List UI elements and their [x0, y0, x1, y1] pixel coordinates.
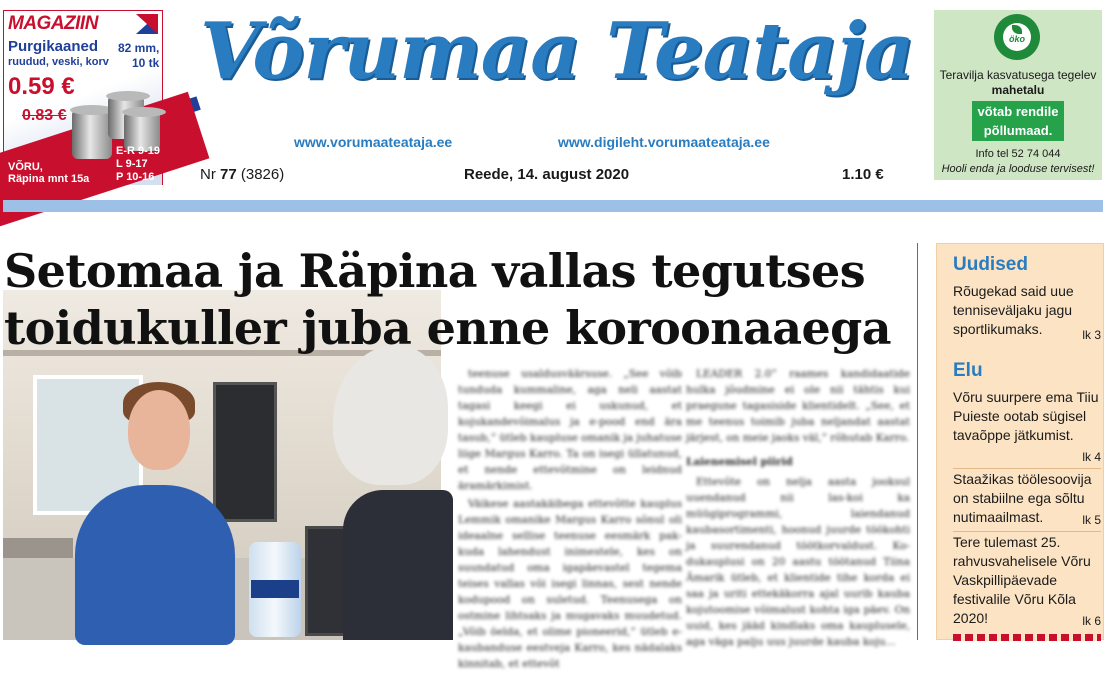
ad-description: ruudud, veski, korv — [8, 56, 109, 68]
section-title-elu: Elu — [953, 360, 983, 381]
sidebar-item[interactable]: Võru suurpere ema Tiiu Puieste ootab sügisel tavaõppe jätkumist. lk 4 — [953, 389, 1101, 464]
issue-number: Nr 77 (3826) — [200, 166, 285, 183]
sidebar-item[interactable]: Rõugekad said uue tenniseväljaku jagu sportlikumaks. lk 3 — [953, 283, 1101, 342]
ad-line-bold: mahetalu — [991, 83, 1045, 97]
website-link[interactable]: www.vorumaateataja.ee — [294, 134, 453, 150]
issue-date: Reede, 14. august 2020 — [464, 166, 630, 183]
newspaper-title: Võrumaa Teataja — [200, 6, 914, 97]
cashier-figure — [75, 485, 235, 645]
sidebar-item[interactable]: Tere tulemast 25. rahvusvahelisele Võru Vaskpillipäevade festivalile Võru Kõla 2020! lk 6 — [953, 534, 1101, 628]
brand-logo-icon — [136, 14, 158, 34]
ad-count: 10 tk — [132, 56, 160, 70]
masthead — [200, 6, 914, 150]
ad-location: VÕRU, Räpina mnt 15a — [8, 161, 90, 185]
contents-sidebar — [936, 243, 1104, 640]
magaziin-ad[interactable] — [3, 10, 163, 185]
ad-highlight: võtab rendile põllumaad. — [972, 101, 1064, 141]
ad-slogan: Hooli enda ja looduse tervisest! — [941, 163, 1095, 175]
ad-brand-name: MAGAZIIN — [8, 13, 98, 34]
page-reference: lk 3 — [1082, 328, 1101, 342]
digital-edition-link[interactable]: www.digileht.vorumaateataja.ee — [558, 134, 770, 150]
article-subheading: Laienemisel piirid — [686, 456, 793, 468]
register-screen — [213, 382, 277, 522]
page-reference: lk 6 — [1082, 614, 1101, 628]
decorative-pattern — [953, 634, 1101, 641]
article-column-1: teenuse usaldusväärsuse. „See võib tunduda kummaline, aga neli aastat tagasi keegi ei uskunud, et kojukandevõimalus ja e-pood end ära tasub,” ütleb kaupluse omanik ja juhatuse liige Margus Karro. Ta on isegi üllatunud, et nende ettevõtmine on leidnud äramärkimist. Väikese aastakäibega ettevõtte kauplus Lemmik omanike Margus Karro sõnul oli ideaalne sellise teenuse eesmärk pakkuda lahendust inimestele, kes on suundatud oma igapäevastel tegema teises vallas või isegi linnas, sest nende kodupood on suletud. Teenusega on ostmine lihtsaks ja mugavaks muudetud. „Võib öelda, et olime pioneerid,” ütleb e-kaubanduse eestveja Karro, kes nädalaks kinnitab, et ettevõt — [458, 368, 683, 670]
ad-line: Teravilja kasvatusega tegelev — [939, 68, 1097, 82]
section-title-uudised: Uudised — [953, 254, 1028, 275]
article-column-2: LEADER 2.0” raames kandidaatide hulka jõudmine ei ole nii tähtis kui praegune tagasiside klientidelt. „See, et me teenus toimib juba neljandat aastat järjest, on meie jaoks väl,” rõhutab Karro. Laienemisel piirid Ettevõte on nelja aasta jooksul uuendanud nii las-koi ka müügiprogrammi, laiendanud kaubasortimenti, hoonud juurde töökohti ja suurendanud töötkorvaldust. Kodukauplusi on 20 aastu töötanud Tiina Ämarik ütleb, et klientide tihe korda ei saa ja uriti ettekäkorra ajal uurib kauba kojutoomise võimalust kohta iga päev. On uuid, kes jääd kindlaks oma kauplusele, aga väga palju uus juurde kauba koju... — [686, 368, 910, 648]
mahetalu-ad[interactable] — [934, 10, 1102, 180]
page-reference: lk 5 — [1082, 513, 1101, 527]
jar-lid-image — [72, 109, 112, 159]
ad-old-price: 0.83 € — [22, 107, 67, 124]
organic-seal-icon: öko — [994, 14, 1040, 60]
header-divider — [3, 200, 1103, 212]
column-divider — [917, 243, 918, 640]
ad-opening-hours: E-R 9-19 L 9-17 P 10-16 — [116, 145, 161, 183]
article-headline[interactable]: Setomaa ja Räpina vallas tegutses toidukuller juba enne koroonaaega — [4, 244, 891, 355]
customer-figure — [343, 490, 453, 640]
ad-product: Purgikaaned — [8, 38, 99, 55]
issue-price: 1.10 € — [842, 166, 884, 183]
sidebar-item[interactable]: Staažikas töölesoovija on stabiilne ega sõltu nutimaailmast. lk 5 — [953, 471, 1101, 527]
ad-price: 0.59 € — [8, 73, 75, 100]
ad-phone: Info tel 52 74 044 — [975, 148, 1061, 160]
ad-size: 82 mm, — [118, 41, 160, 55]
page-reference: lk 4 — [1082, 450, 1101, 464]
